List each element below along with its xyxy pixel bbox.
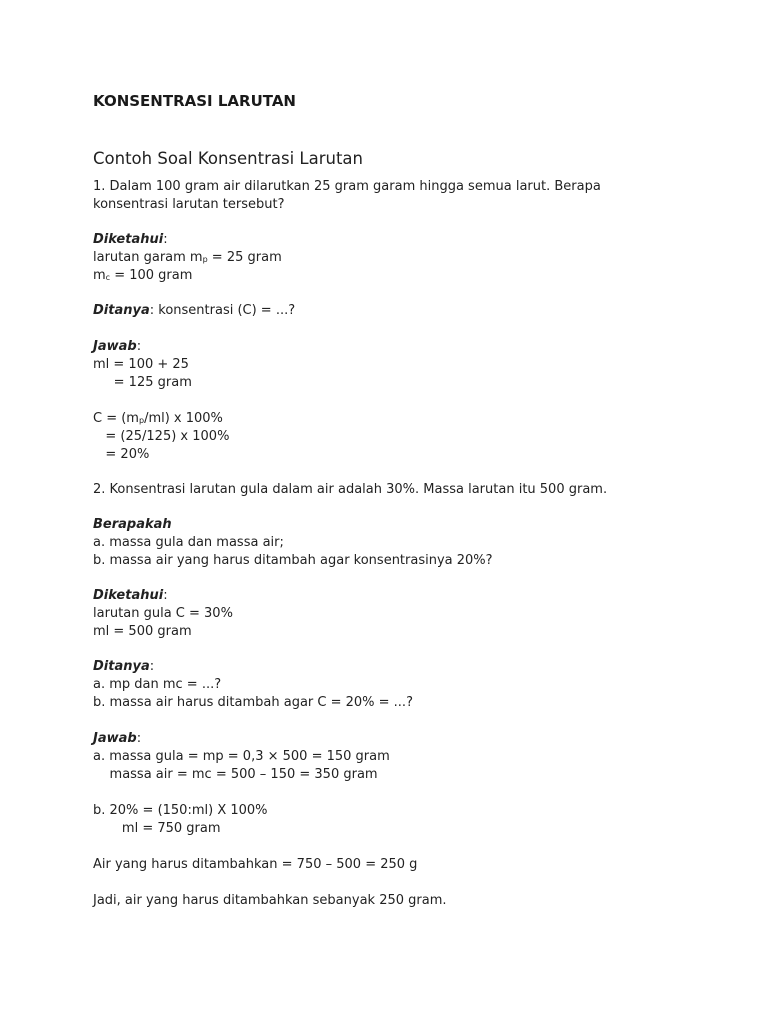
problem2-air-line: Air yang harus ditambahkan = 750 – 500 = 250 g bbox=[93, 857, 418, 872]
problem1-ditanya-line bbox=[93, 302, 295, 320]
text-part: = 100 gram bbox=[110, 268, 193, 283]
problem1-diketahui-line2 bbox=[93, 267, 192, 285]
problem1-jawab-line3 bbox=[93, 410, 223, 428]
subscript: p bbox=[138, 416, 145, 425]
section-subtitle: Contoh Soal Konsentrasi Larutan bbox=[93, 149, 363, 168]
problem2-ditanya-b: b. massa air harus ditambah agar C = 20% = ...? bbox=[93, 695, 413, 710]
subscript: p bbox=[202, 255, 208, 264]
text-part: /ml) x 100% bbox=[144, 411, 223, 426]
problem2-berapakah-b: b. massa air yang harus ditambah agar konsentrasinya 20%? bbox=[93, 553, 493, 568]
problem1-jawab-line4: = (25/125) x 100% bbox=[93, 429, 230, 444]
problem1-question-line1: 1. Dalam 100 gram air dilarutkan 25 gram garam hingga semua larut. Berapa bbox=[93, 179, 601, 194]
problem1-question-line2: konsentrasi larutan tersebut? bbox=[93, 197, 285, 212]
problem1-jawab-line2: = 125 gram bbox=[93, 375, 192, 390]
problem1-jawab-line5: = 20% bbox=[93, 447, 150, 462]
jawab-label: Jawab bbox=[93, 731, 137, 746]
text-part: m bbox=[93, 268, 106, 283]
text-part: = 25 gram bbox=[207, 250, 282, 265]
diketahui-label: Diketahui bbox=[93, 232, 164, 247]
problem2-ditanya-heading: Ditanya: bbox=[93, 659, 155, 674]
problem2-diketahui-line1: larutan gula C = 30% bbox=[93, 606, 233, 621]
problem2-jawab-b2: ml = 750 gram bbox=[93, 821, 221, 836]
problem1-diketahui-heading: Diketahui: bbox=[93, 232, 168, 247]
problem2-ditanya-a: a. mp dan mc = ...? bbox=[93, 677, 222, 692]
problem2-jawab-a1: a. massa gula = mp = 0,3 × 500 = 150 gram bbox=[93, 749, 390, 764]
problem2-berapakah-heading bbox=[93, 516, 172, 534]
problem2-diketahui-heading: Diketahui: bbox=[93, 588, 168, 603]
problem2-diketahui-line2: ml = 500 gram bbox=[93, 624, 192, 639]
problem1-jawab-heading: Jawab: bbox=[93, 339, 142, 354]
text-part: C = (m bbox=[93, 411, 139, 426]
problem1-jawab-line1: ml = 100 + 25 bbox=[93, 357, 189, 372]
ditanya-label: Ditanya bbox=[93, 659, 150, 674]
problem1-diketahui-line1 bbox=[93, 249, 282, 267]
problem2-jawab-b1: b. 20% = (150:ml) X 100% bbox=[93, 803, 268, 818]
ditanya-label: Ditanya bbox=[93, 303, 150, 318]
diketahui-label: Diketahui bbox=[93, 588, 164, 603]
document-title: KONSENTRASI LARUTAN bbox=[93, 92, 296, 110]
problem2-jawab-heading: Jawab: bbox=[93, 731, 142, 746]
problem2-jawab-a2: massa air = mc = 500 – 150 = 350 gram bbox=[93, 767, 378, 782]
berapakah-label: Berapakah bbox=[93, 517, 172, 532]
ditanya-text: : konsentrasi (C) = ...? bbox=[149, 303, 296, 318]
jawab-label: Jawab bbox=[93, 339, 137, 354]
problem2-conclusion: Jadi, air yang harus ditambahkan sebanyak 250 gram. bbox=[93, 893, 447, 908]
text-part: larutan garam m bbox=[93, 250, 203, 265]
subscript: c bbox=[105, 273, 111, 282]
problem2-question: 2. Konsentrasi larutan gula dalam air adalah 30%. Massa larutan itu 500 gram. bbox=[93, 482, 608, 497]
problem2-berapakah-a: a. massa gula dan massa air; bbox=[93, 535, 284, 550]
